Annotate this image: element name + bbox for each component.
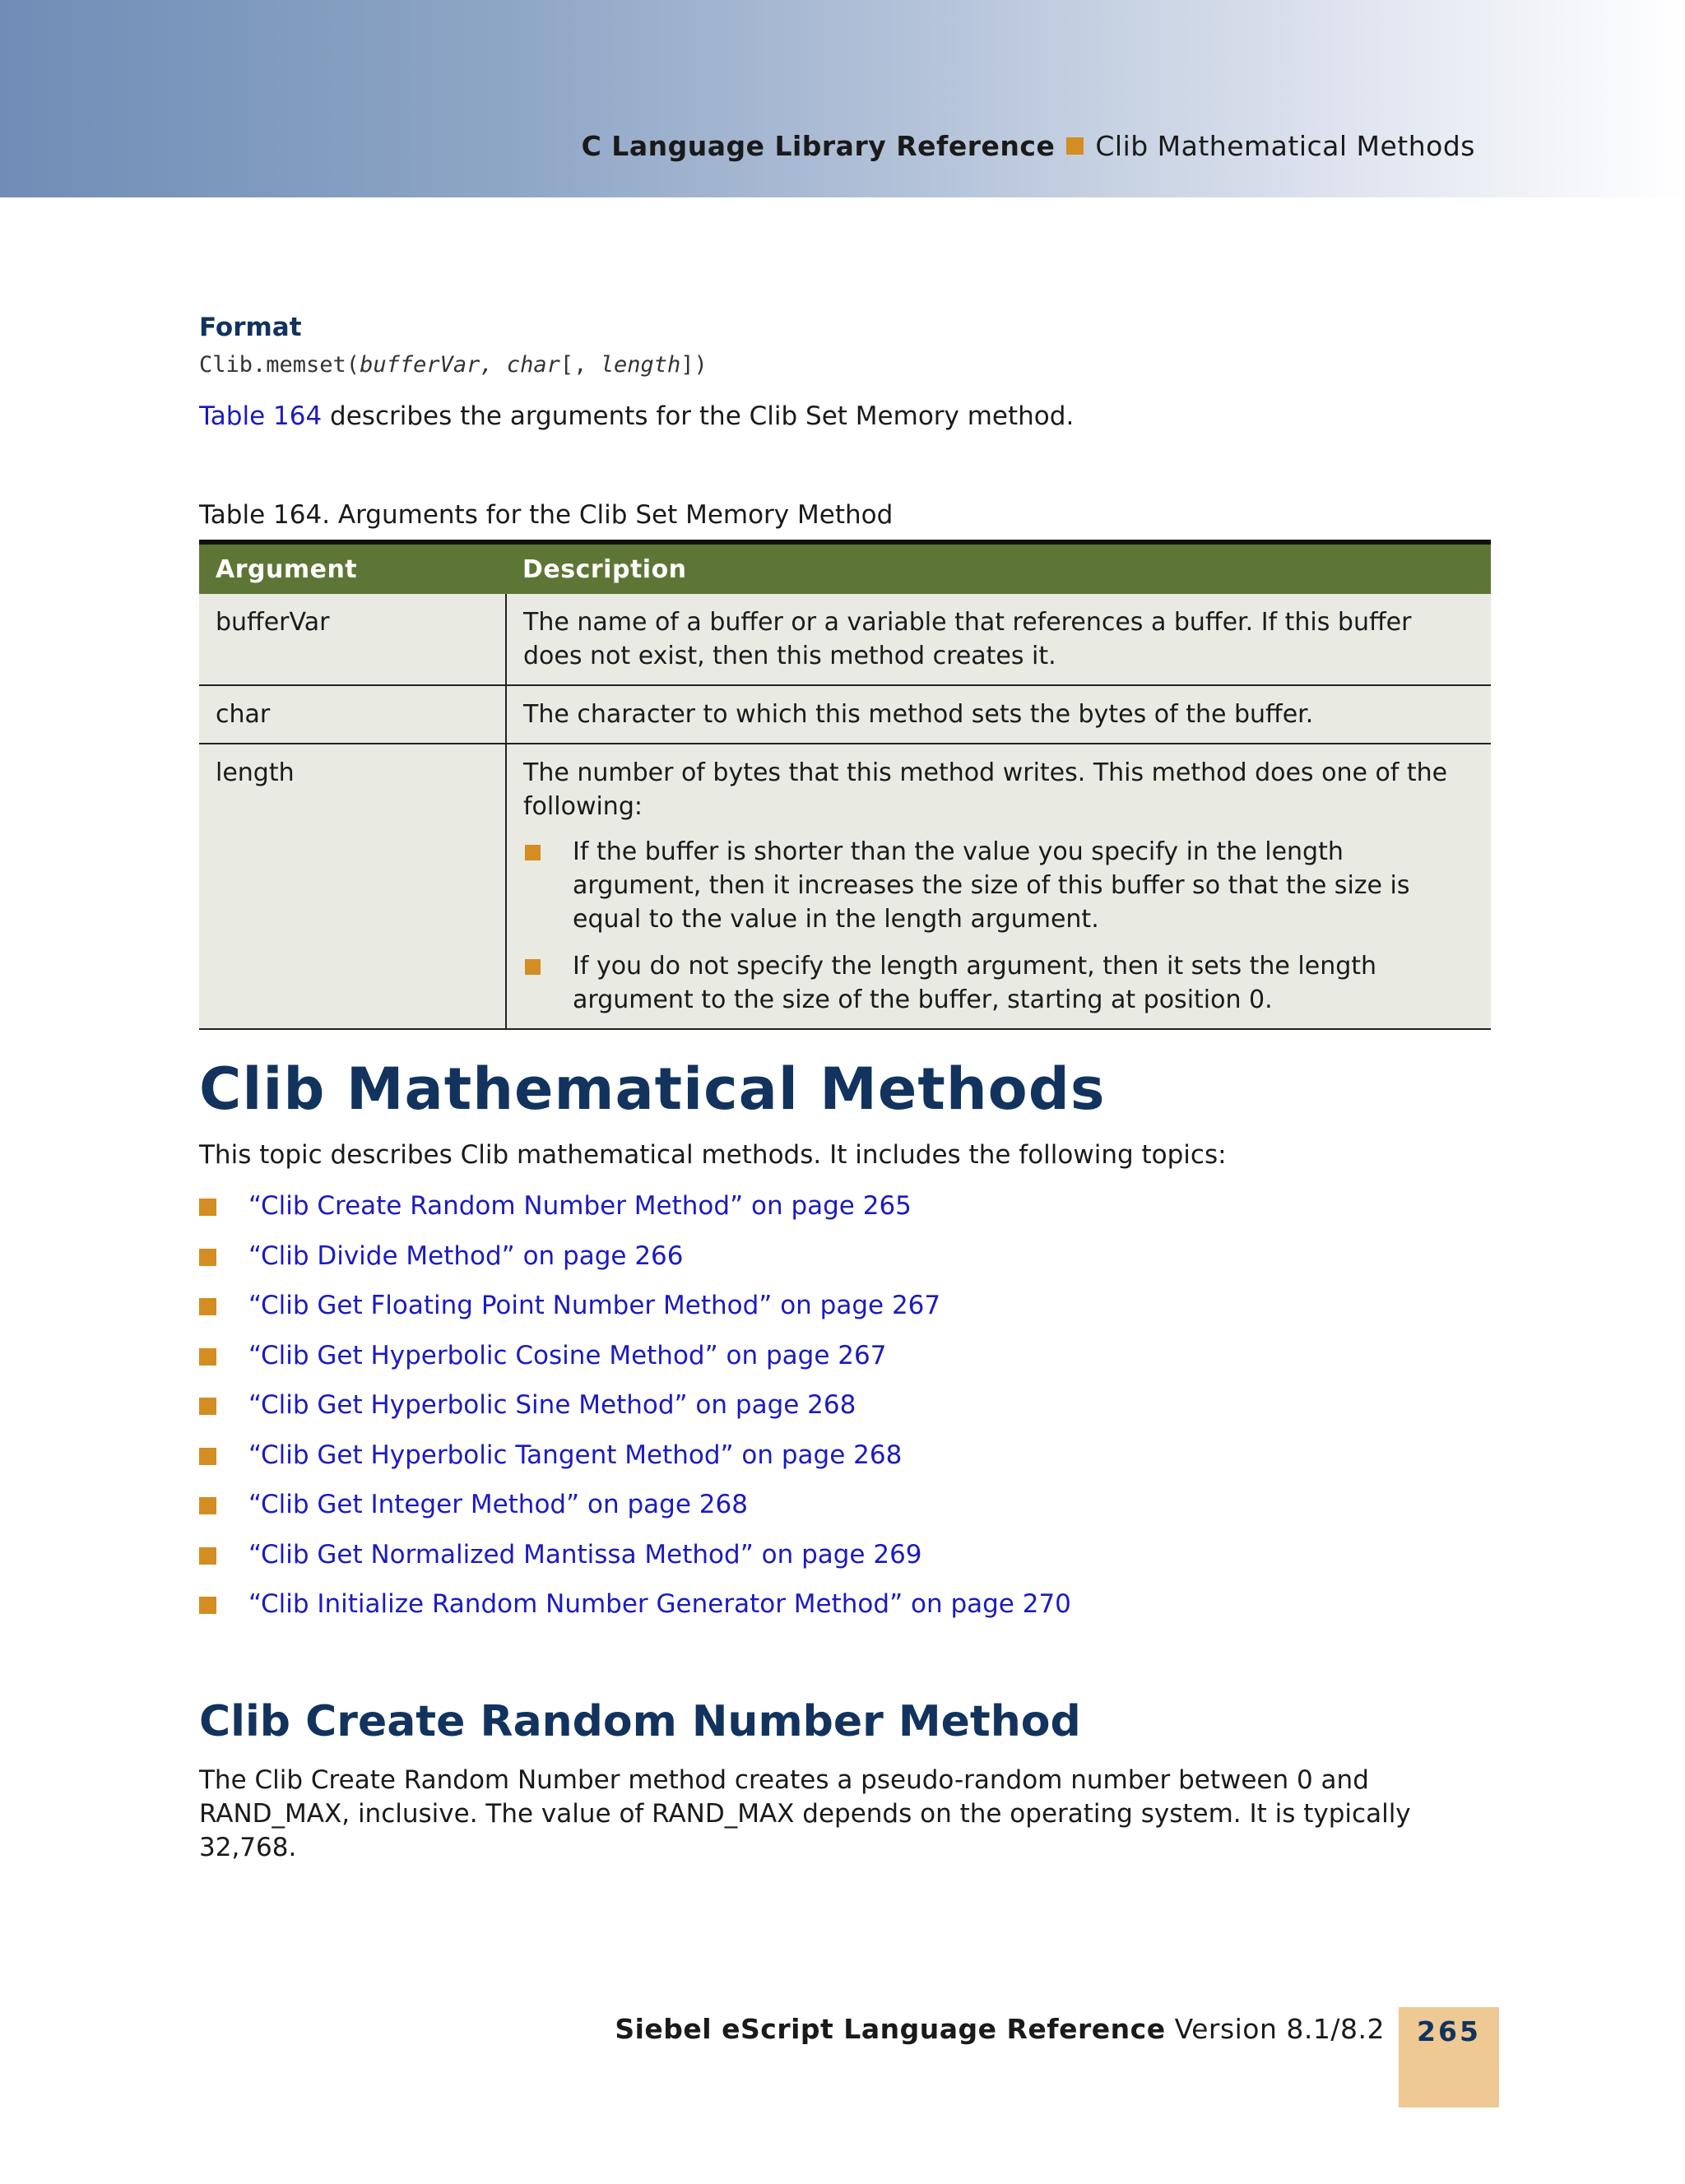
- square-bullet-icon: [199, 1398, 216, 1415]
- topic-link[interactable]: “Clib Initialize Random Number Generator Method” on page 270: [248, 1589, 1071, 1619]
- list-item: [199, 1488, 1071, 1538]
- topic-link[interactable]: “Clib Get Hyperbolic Tangent Method” on page 268: [248, 1440, 903, 1470]
- topic-link[interactable]: “Clib Get Hyperbolic Sine Method” on page 268: [248, 1390, 856, 1420]
- arguments-table: [199, 540, 1491, 1030]
- square-bullet-icon: [199, 1348, 216, 1366]
- topic-link[interactable]: “Clib Get Integer Method” on page 268: [248, 1490, 748, 1519]
- table-caption: Table 164. Arguments for the Clib Set Memory Method: [199, 500, 894, 530]
- subsection-title: Clib Create Random Number Method: [199, 1697, 1081, 1746]
- list-item: [523, 835, 1474, 936]
- code-bracket: [,: [559, 352, 601, 378]
- topic-link[interactable]: “Clib Divide Method” on page 266: [248, 1240, 684, 1271]
- description-cell: The name of a buffer or a variable that references a buffer. If this buffer does not exist, then this method creates it.: [506, 594, 1491, 685]
- argument-cell: char: [199, 685, 506, 744]
- running-footer: [615, 2013, 1385, 2045]
- header-chapter: C Language Library Reference: [581, 130, 1056, 162]
- topic-link[interactable]: “Clib Get Hyperbolic Cosine Method” on page 267: [248, 1340, 887, 1370]
- list-item-text: If you do not specify the length argument, then it sets the length argument to the size of the buffer, starting at position 0.: [573, 952, 1377, 1014]
- running-header: [582, 130, 1475, 162]
- list-item: [199, 1439, 1071, 1489]
- square-bullet-icon: [199, 1497, 216, 1514]
- subsection-body: The Clib Create Random Number method creates a pseudo-random number between 0 and RAND_MAX, inclusive. The value of RAND_MAX depends on the operating system. It is typically 32,768.: [199, 1765, 1411, 1862]
- square-bullet-icon: [199, 1448, 216, 1465]
- column-header-argument: Argument: [199, 542, 506, 594]
- section-title: Clib Mathematical Methods: [199, 1055, 1106, 1123]
- square-bullet-icon: [199, 1547, 216, 1565]
- table-row: [199, 744, 1491, 1029]
- topic-link[interactable]: “Clib Get Floating Point Number Method” on page 267: [248, 1291, 941, 1320]
- column-header-description: Description: [506, 542, 1491, 594]
- square-bullet-icon: [525, 959, 541, 975]
- square-bullet-icon: [1066, 137, 1084, 155]
- list-item: [199, 1538, 1071, 1588]
- topic-list: [199, 1189, 1071, 1638]
- code-prefix: Clib.memset(: [199, 352, 360, 378]
- square-bullet-icon: [199, 1199, 216, 1216]
- topic-link[interactable]: “Clib Get Normalized Mantissa Method” on page 269: [248, 1539, 922, 1570]
- topic-link[interactable]: “Clib Create Random Number Method” on page 265: [248, 1191, 912, 1221]
- section-intro: This topic describes Clib mathematical methods. It includes the following topics:: [199, 1140, 1227, 1170]
- header-section: Clib Mathematical Methods: [1095, 130, 1475, 162]
- description-text: The number of bytes that this method writes. This method does one of the following:: [523, 758, 1448, 821]
- intro-text: describes the arguments for the Clib Set Memory method.: [322, 401, 1075, 431]
- list-item: [199, 1389, 1071, 1439]
- footer-version: Version 8.1/8.2: [1165, 2013, 1385, 2045]
- table-row: [199, 594, 1491, 685]
- format-heading: Format: [199, 313, 302, 342]
- table-header-row: [199, 542, 1491, 594]
- table-row: [199, 685, 1491, 744]
- list-item: [199, 1289, 1071, 1339]
- description-bullet-list: [523, 835, 1474, 1017]
- list-item: [523, 949, 1474, 1017]
- table-164-link[interactable]: Table 164: [199, 401, 323, 431]
- page-number: 265: [1417, 2015, 1481, 2047]
- code-suffix: ]): [680, 352, 708, 378]
- list-item: [199, 1240, 1071, 1290]
- list-item: [199, 1339, 1071, 1389]
- format-code: [199, 352, 1491, 378]
- list-item: [199, 1189, 1071, 1240]
- argument-cell: bufferVar: [199, 594, 506, 685]
- footer-book-title: Siebel eScript Language Reference: [615, 2013, 1166, 2045]
- header-band: [0, 0, 1685, 197]
- page-number-box: [1399, 2007, 1499, 2107]
- description-cell: The character to which this method sets the bytes of the buffer.: [506, 685, 1491, 744]
- intro-paragraph: [199, 401, 1491, 431]
- code-arg-length: length: [600, 352, 681, 378]
- square-bullet-icon: [525, 845, 541, 860]
- square-bullet-icon: [199, 1249, 216, 1266]
- argument-cell: length: [199, 744, 506, 1029]
- list-item-text: If the buffer is shorter than the value you specify in the length argument, then it increases the size of this buffer so that the size is equal to the value in the length argument.: [573, 837, 1410, 934]
- description-cell: [506, 744, 1491, 1029]
- square-bullet-icon: [199, 1298, 216, 1315]
- square-bullet-icon: [199, 1597, 216, 1614]
- code-arg-buffervar-char: bufferVar, char: [360, 352, 560, 378]
- list-item: [199, 1588, 1071, 1638]
